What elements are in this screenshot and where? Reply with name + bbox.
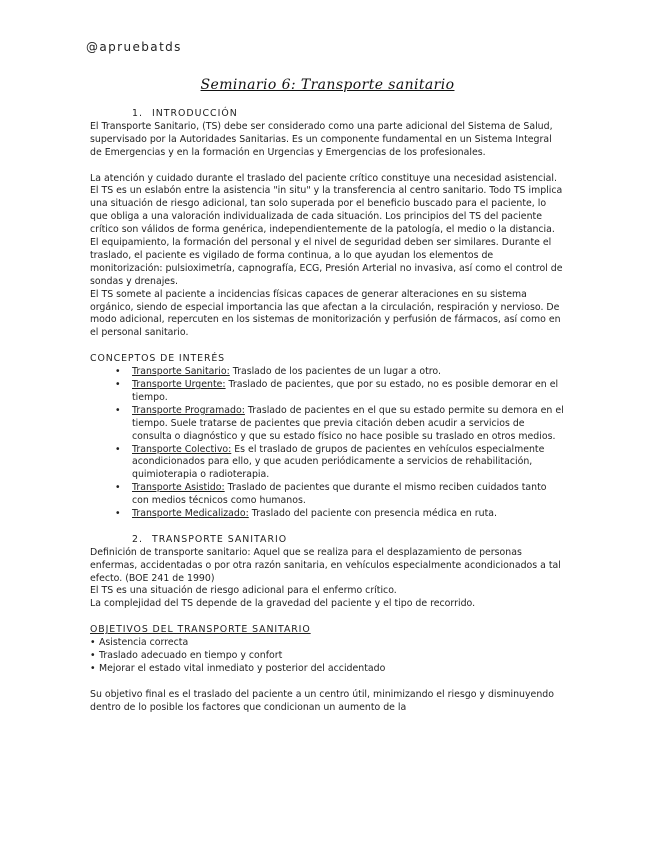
term-label: Transporte Urgente: [132, 379, 226, 390]
term-definition: Es el traslado de grupos de pacientes en vehículos especialmente acondicionados para ello, y que acuden periódicamente a servicios de rehabilitación, quimioterapia o radioterapia. [132, 443, 545, 481]
list-item: • Asistencia correcta [90, 637, 565, 650]
section-title: TRANSPORTE SANITARIO [152, 533, 288, 545]
objectives-list [90, 637, 565, 676]
term-label: Transporte Medicalizado: [132, 508, 249, 520]
section-title: INTRODUCCIÓN [152, 108, 238, 119]
objectives-heading: OBJETIVOS DEL TRANSPORTE SANITARIO [90, 624, 311, 636]
list-item [90, 508, 565, 521]
list-item [90, 366, 565, 379]
definition-paragraph: Definición de transporte sanitario: Aquel que se realiza para el desplazamiento de personas enfermas, accidentadas o por otra razón sanitaria, en vehículos especialmente acondicionados a tal efecto. (BOE 241 de 1990) [90, 546, 561, 584]
complexity-paragraph: La complejidad del TS depende de la gravedad del paciente y el tipo de recorrido. [90, 598, 476, 610]
term-label: Transporte Asistido: [132, 482, 225, 494]
section-number: 2. [132, 533, 143, 545]
list-item [90, 405, 565, 444]
term-definition: Traslado de los pacientes de un lugar a otro. [229, 366, 441, 378]
term-definition: Traslado de pacientes que durante el mismo reciben cuidados tanto con medios técnicos como humanos. [132, 482, 547, 507]
list-item [90, 379, 565, 405]
list-item: • Mejorar el estado vital inmediato y posterior del accidentado [90, 663, 565, 676]
watermark: @apruebatds [86, 40, 182, 54]
section-heading-transport [90, 534, 565, 547]
list-item [90, 444, 565, 483]
term-definition: Traslado de pacientes, que por su estado, no es posible demorar en el tiempo. [132, 379, 559, 403]
document-body [90, 108, 565, 715]
risk-paragraph: El TS es una situación de riesgo adicional para el enfermo crítico. [90, 585, 397, 597]
list-item [90, 482, 565, 508]
intro-paragraph: El Transporte Sanitario, (TS) debe ser considerado como una parte adicional del Sistema de Salud, supervisado por la Autoridades Sanitarias. Es un componente fundamental en un Sistema Integral de Emergencias y en la formación en Urgencias y Emergencias de los profesionales. [90, 120, 553, 158]
section-heading-intro [90, 108, 565, 121]
intro-paragraph: La atención y cuidado durante el traslado del paciente crítico constituye una necesidad asistencial. El TS es un eslabón entre la asistencia "in situ" y la transferencia al centro sanitario. Todo TS implica una situación de riesgo adicional, tan solo superada por el beneficio buscado para el paciente, lo que obliga a una valoración individualizada de cada situación. Los principios del TS del paciente crítico son válidos de forma genérica, independientemente de la patología, el medio o la distancia. El equipamiento, la formación del personal y el nivel de seguridad deben ser similares. Durante el traslado, el paciente es vigilado de forma continua, a lo que ayudan los elementos de monitorización: pulsioximetría, capnografía, ECG, Presión Arterial no invasiva, así como el control de sondas y drenajes. [90, 172, 563, 287]
list-item: • Traslado adecuado en tiempo y confort [90, 650, 565, 663]
term-label: Transporte Sanitario: [132, 366, 230, 378]
term-label: Transporte Colectivo: [132, 443, 232, 455]
concepts-list [90, 366, 565, 521]
page-title: Seminario 6: Transporte sanitario [200, 77, 455, 93]
term-label: Transporte Programado: [132, 404, 245, 416]
final-paragraph: Su objetivo final es el traslado del paciente a un centro útil, minimizando el riesgo y disminuyendo dentro de lo posible los factores que condicionan un aumento de la [90, 688, 554, 713]
intro-paragraph: El TS somete al paciente a incidencias físicas capaces de generar alteraciones en su sistema orgánico, siendo de especial importancia las que afectan a la circulación, respiración y nervioso. De modo adicional, repercuten en los sistemas de monitorización y perfusión de fármacos, así como en el personal sanitario. [90, 288, 561, 339]
section-number: 1. [132, 108, 143, 119]
term-definition: Traslado de pacientes en el que su estado permite su demora en el tiempo. Suele tratarse de pacientes que previa citación deben acudir a servicios de consulta o diagnóstico y que su estado físico no hace posible su traslado en otros medios. [132, 404, 564, 442]
concepts-heading: CONCEPTOS DE INTERÉS [90, 353, 226, 365]
term-definition: Traslado del paciente con presencia médica en ruta. [248, 508, 497, 520]
